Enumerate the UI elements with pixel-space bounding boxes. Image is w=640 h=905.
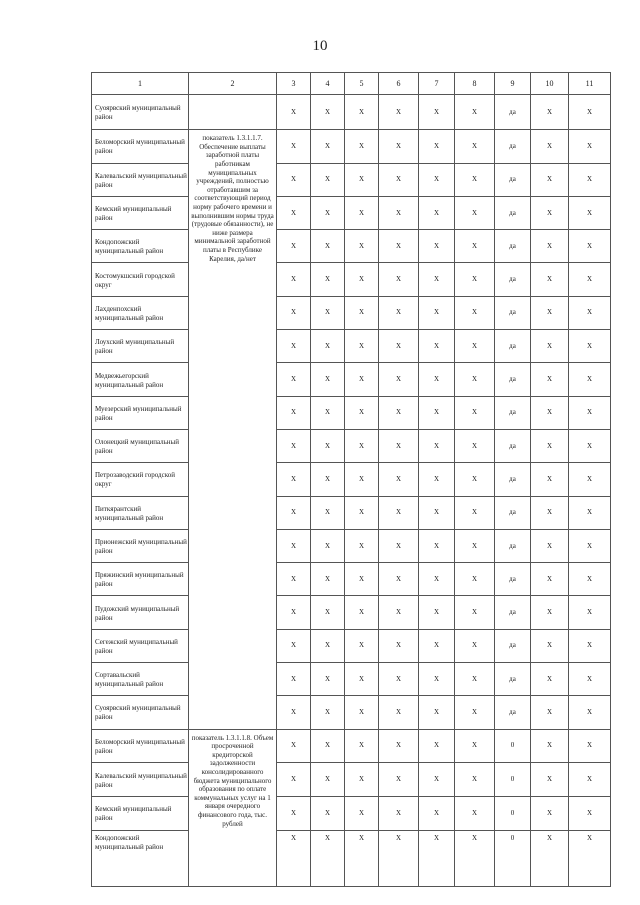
table-row — [92, 729, 611, 763]
value-cell: 0 — [495, 830, 531, 886]
value-cell: Х — [379, 263, 419, 296]
value-cell: Х — [455, 429, 495, 462]
value-cell: Х — [419, 396, 455, 429]
value-cell: Х — [345, 163, 379, 196]
value-cell: Х — [419, 797, 455, 831]
value-cell: Х — [311, 363, 345, 396]
value-cell: Х — [455, 196, 495, 229]
value-cell: Х — [531, 529, 569, 562]
value-cell: Х — [277, 296, 311, 329]
column-header: 6 — [379, 73, 419, 95]
value-cell: Х — [311, 396, 345, 429]
column-header: 10 — [531, 73, 569, 95]
value-cell: Х — [531, 729, 569, 763]
value-cell: Х — [455, 729, 495, 763]
value-cell: Х — [277, 529, 311, 562]
table-row — [92, 797, 611, 831]
table-row — [92, 763, 611, 797]
value-cell: Х — [379, 797, 419, 831]
value-cell: Х — [531, 563, 569, 596]
municipality-cell: Сегежский муниципальный район — [92, 629, 189, 662]
value-cell: Х — [531, 629, 569, 662]
table-row — [92, 163, 611, 196]
value-cell: Х — [379, 230, 419, 263]
value-cell: Х — [311, 596, 345, 629]
municipality-cell: Кемский муниципальный район — [92, 196, 189, 229]
municipality-cell: Беломорский муниципальный район — [92, 729, 189, 763]
value-cell: Х — [419, 563, 455, 596]
value-cell: Х — [345, 596, 379, 629]
value-cell: Х — [345, 696, 379, 729]
municipality-cell: Муезерский муниципальный район — [92, 396, 189, 429]
value-cell: Х — [531, 763, 569, 797]
table-row — [92, 496, 611, 529]
table-row — [92, 563, 611, 596]
value-cell: Х — [419, 663, 455, 696]
value-cell: Х — [455, 330, 495, 363]
value-cell: Х — [569, 496, 611, 529]
value-cell: да — [495, 663, 531, 696]
value-cell: Х — [311, 496, 345, 529]
value-cell: Х — [569, 263, 611, 296]
value-cell: Х — [569, 95, 611, 130]
value-cell: Х — [379, 663, 419, 696]
value-cell: да — [495, 95, 531, 130]
municipality-cell: Кондопожский муниципальный район — [92, 230, 189, 263]
value-cell: да — [495, 263, 531, 296]
value-cell: Х — [277, 363, 311, 396]
value-cell: да — [495, 396, 531, 429]
value-cell: Х — [531, 230, 569, 263]
value-cell: Х — [455, 363, 495, 396]
value-cell: да — [495, 529, 531, 562]
value-cell: Х — [531, 663, 569, 696]
value-cell: Х — [531, 830, 569, 886]
value-cell: да — [495, 629, 531, 662]
value-cell: Х — [569, 330, 611, 363]
value-cell: Х — [531, 363, 569, 396]
value-cell: да — [495, 496, 531, 529]
table-row — [92, 363, 611, 396]
table-row — [92, 429, 611, 462]
value-cell: Х — [569, 596, 611, 629]
value-cell: Х — [311, 196, 345, 229]
value-cell: Х — [379, 696, 419, 729]
value-cell: Х — [455, 763, 495, 797]
value-cell: Х — [345, 429, 379, 462]
value-cell: Х — [455, 596, 495, 629]
municipality-cell: Кондопожский муниципальный район — [92, 830, 189, 886]
value-cell: Х — [345, 830, 379, 886]
value-cell: Х — [531, 296, 569, 329]
value-cell: Х — [569, 729, 611, 763]
value-cell: 0 — [495, 763, 531, 797]
value-cell: да — [495, 696, 531, 729]
table-row — [92, 95, 611, 130]
table-row — [92, 629, 611, 662]
value-cell: Х — [277, 163, 311, 196]
value-cell: Х — [311, 230, 345, 263]
value-cell: Х — [531, 163, 569, 196]
value-cell: Х — [419, 196, 455, 229]
value-cell: да — [495, 163, 531, 196]
value-cell: Х — [531, 797, 569, 831]
municipality-cell: Пряжинский муниципальный район — [92, 563, 189, 596]
value-cell: Х — [419, 463, 455, 496]
value-cell: Х — [379, 429, 419, 462]
value-cell: Х — [311, 763, 345, 797]
value-cell: Х — [311, 797, 345, 831]
column-header: 8 — [455, 73, 495, 95]
table-row — [92, 130, 611, 163]
value-cell: Х — [419, 830, 455, 886]
municipality-cell: Медвежьегорский муниципальный район — [92, 363, 189, 396]
value-cell: Х — [419, 363, 455, 396]
value-cell: Х — [379, 529, 419, 562]
value-cell: Х — [277, 663, 311, 696]
value-cell: Х — [345, 763, 379, 797]
value-cell: Х — [345, 563, 379, 596]
column-header: 11 — [569, 73, 611, 95]
municipality-cell: Прионежский муниципальный район — [92, 529, 189, 562]
value-cell: Х — [345, 95, 379, 130]
value-cell: Х — [569, 763, 611, 797]
value-cell: Х — [569, 429, 611, 462]
table-row — [92, 230, 611, 263]
value-cell: Х — [419, 296, 455, 329]
value-cell: Х — [311, 429, 345, 462]
table-row — [92, 263, 611, 296]
value-cell: Х — [311, 696, 345, 729]
table-row — [92, 696, 611, 729]
value-cell: Х — [455, 797, 495, 831]
column-header: 2 — [189, 73, 277, 95]
value-cell: Х — [345, 130, 379, 163]
value-cell: Х — [419, 729, 455, 763]
value-cell: Х — [419, 629, 455, 662]
value-cell: Х — [277, 830, 311, 886]
value-cell: да — [495, 363, 531, 396]
value-cell: Х — [277, 797, 311, 831]
page-number: 10 — [312, 38, 328, 54]
value-cell: Х — [277, 230, 311, 263]
indicator-cell: показатель 1.3.1.1.8. Объем просроченной кредиторской задолженности консолидированного бюджета муниципального образования по оплате коммунальных услуг на 1 января очередного финансового года, тыс. рублей — [189, 729, 277, 886]
value-cell: Х — [419, 696, 455, 729]
table-row — [92, 330, 611, 363]
value-cell: да — [495, 330, 531, 363]
value-cell: Х — [455, 629, 495, 662]
value-cell: Х — [419, 263, 455, 296]
value-cell: Х — [531, 463, 569, 496]
value-cell: Х — [569, 163, 611, 196]
value-cell: Х — [311, 529, 345, 562]
table-row — [92, 529, 611, 562]
value-cell: Х — [345, 263, 379, 296]
value-cell: Х — [419, 529, 455, 562]
table-row — [92, 663, 611, 696]
municipality-cell: Петрозаводский городской округ — [92, 463, 189, 496]
table-row — [92, 463, 611, 496]
table-row — [92, 196, 611, 229]
value-cell: Х — [277, 95, 311, 130]
value-cell: Х — [569, 696, 611, 729]
header-row — [92, 73, 611, 95]
value-cell: Х — [311, 130, 345, 163]
municipality-cell: Кемский муниципальный район — [92, 797, 189, 831]
value-cell: Х — [277, 496, 311, 529]
value-cell: Х — [345, 529, 379, 562]
value-cell: Х — [345, 330, 379, 363]
value-cell: Х — [311, 330, 345, 363]
value-cell: Х — [379, 330, 419, 363]
column-header: 5 — [345, 73, 379, 95]
municipality-cell: Пудожский муниципальный район — [92, 596, 189, 629]
value-cell: Х — [277, 130, 311, 163]
value-cell: Х — [345, 729, 379, 763]
value-cell: Х — [311, 296, 345, 329]
value-cell: Х — [569, 196, 611, 229]
value-cell: Х — [277, 596, 311, 629]
value-cell: Х — [531, 596, 569, 629]
value-cell: Х — [379, 763, 419, 797]
column-header: 1 — [92, 73, 189, 95]
value-cell: да — [495, 196, 531, 229]
value-cell: Х — [345, 396, 379, 429]
column-header: 3 — [277, 73, 311, 95]
value-cell: Х — [455, 230, 495, 263]
value-cell: Х — [277, 429, 311, 462]
data-table — [91, 72, 611, 887]
value-cell: Х — [311, 563, 345, 596]
value-cell: Х — [419, 496, 455, 529]
value-cell: Х — [569, 296, 611, 329]
value-cell: Х — [277, 330, 311, 363]
indicator-cell-empty — [189, 95, 277, 130]
value-cell: Х — [277, 696, 311, 729]
municipality-cell: Суоярвский муниципальный район — [92, 95, 189, 130]
value-cell: Х — [531, 496, 569, 529]
value-cell: Х — [531, 95, 569, 130]
value-cell: Х — [569, 396, 611, 429]
value-cell: Х — [379, 629, 419, 662]
value-cell: да — [495, 130, 531, 163]
value-cell: Х — [379, 130, 419, 163]
value-cell: Х — [379, 563, 419, 596]
value-cell: Х — [531, 196, 569, 229]
value-cell: Х — [345, 363, 379, 396]
value-cell: Х — [531, 130, 569, 163]
value-cell: Х — [311, 463, 345, 496]
value-cell: Х — [277, 396, 311, 429]
value-cell: Х — [277, 196, 311, 229]
value-cell: Х — [311, 830, 345, 886]
value-cell: Х — [455, 263, 495, 296]
value-cell: Х — [379, 196, 419, 229]
value-cell: Х — [569, 529, 611, 562]
value-cell: Х — [311, 263, 345, 296]
value-cell: Х — [419, 763, 455, 797]
value-cell: Х — [345, 496, 379, 529]
value-cell: Х — [569, 563, 611, 596]
table-row — [92, 396, 611, 429]
value-cell: да — [495, 596, 531, 629]
value-cell: Х — [531, 330, 569, 363]
value-cell: Х — [379, 396, 419, 429]
value-cell: Х — [455, 663, 495, 696]
value-cell: Х — [419, 130, 455, 163]
value-cell: да — [495, 463, 531, 496]
value-cell: Х — [311, 729, 345, 763]
value-cell: Х — [531, 696, 569, 729]
value-cell: Х — [277, 563, 311, 596]
value-cell: Х — [419, 230, 455, 263]
municipality-cell: Калевальский муниципальный район — [92, 163, 189, 196]
value-cell: Х — [455, 496, 495, 529]
value-cell: Х — [345, 663, 379, 696]
value-cell: 0 — [495, 729, 531, 763]
value-cell: Х — [455, 830, 495, 886]
value-cell: Х — [569, 230, 611, 263]
value-cell: Х — [379, 830, 419, 886]
table-row — [92, 830, 611, 886]
value-cell: Х — [311, 629, 345, 662]
value-cell: Х — [419, 330, 455, 363]
column-header: 4 — [311, 73, 345, 95]
value-cell: Х — [379, 363, 419, 396]
value-cell: Х — [379, 496, 419, 529]
value-cell: Х — [455, 163, 495, 196]
value-cell: Х — [277, 463, 311, 496]
value-cell: да — [495, 563, 531, 596]
municipality-cell: Беломорский муниципальный район — [92, 130, 189, 163]
value-cell: Х — [379, 163, 419, 196]
value-cell: Х — [531, 396, 569, 429]
value-cell: Х — [277, 629, 311, 662]
value-cell: Х — [569, 797, 611, 831]
value-cell: Х — [379, 729, 419, 763]
value-cell: Х — [531, 429, 569, 462]
indicator-cell: показатель 1.3.1.1.7. Обеспечение выплаты заработной платы работникам муниципальных учреждений, полностью отработавшим за соответствующий период норму рабочего времени и выполнившим нормы труда (трудовые обязанности), не ниже размера минимальной заработной платы в Республике Карелия, да/нет — [189, 130, 277, 729]
value-cell: Х — [379, 296, 419, 329]
value-cell: да — [495, 296, 531, 329]
value-cell: Х — [345, 196, 379, 229]
table-body — [92, 73, 611, 887]
value-cell: Х — [311, 95, 345, 130]
value-cell: Х — [345, 296, 379, 329]
value-cell: Х — [455, 296, 495, 329]
municipality-cell: Сортавальский муниципальный район — [92, 663, 189, 696]
municipality-cell: Питкярантский муниципальный район — [92, 496, 189, 529]
value-cell: Х — [345, 629, 379, 662]
value-cell: Х — [419, 596, 455, 629]
municipality-cell: Лахденпохский муниципальный район — [92, 296, 189, 329]
value-cell: Х — [569, 663, 611, 696]
value-cell: Х — [345, 797, 379, 831]
column-header: 7 — [419, 73, 455, 95]
value-cell: Х — [379, 463, 419, 496]
value-cell: Х — [419, 429, 455, 462]
value-cell: Х — [277, 263, 311, 296]
municipality-cell: Олонецкий муниципальный район — [92, 429, 189, 462]
municipality-cell: Лоухский муниципальный район — [92, 330, 189, 363]
value-cell: Х — [277, 763, 311, 797]
value-cell: Х — [455, 696, 495, 729]
table-row — [92, 296, 611, 329]
value-cell: Х — [311, 663, 345, 696]
value-cell: да — [495, 230, 531, 263]
value-cell: да — [495, 429, 531, 462]
value-cell: Х — [311, 163, 345, 196]
table-row — [92, 596, 611, 629]
value-cell: Х — [569, 830, 611, 886]
municipality-cell: Суоярвский муниципальный район — [92, 696, 189, 729]
value-cell: Х — [455, 529, 495, 562]
value-cell: Х — [455, 130, 495, 163]
value-cell: Х — [455, 463, 495, 496]
value-cell: Х — [379, 95, 419, 130]
value-cell: 0 — [495, 797, 531, 831]
municipality-cell: Костомукшский городской округ — [92, 263, 189, 296]
value-cell: Х — [569, 130, 611, 163]
value-cell: Х — [455, 563, 495, 596]
value-cell: Х — [379, 596, 419, 629]
column-header: 9 — [495, 73, 531, 95]
value-cell: Х — [419, 95, 455, 130]
value-cell: Х — [419, 163, 455, 196]
value-cell: Х — [277, 729, 311, 763]
municipality-cell: Калевальский муниципальный район — [92, 763, 189, 797]
value-cell: Х — [455, 396, 495, 429]
value-cell: Х — [569, 463, 611, 496]
value-cell: Х — [531, 263, 569, 296]
value-cell: Х — [345, 463, 379, 496]
value-cell: Х — [569, 629, 611, 662]
value-cell: Х — [455, 95, 495, 130]
value-cell: Х — [345, 230, 379, 263]
value-cell: Х — [569, 363, 611, 396]
